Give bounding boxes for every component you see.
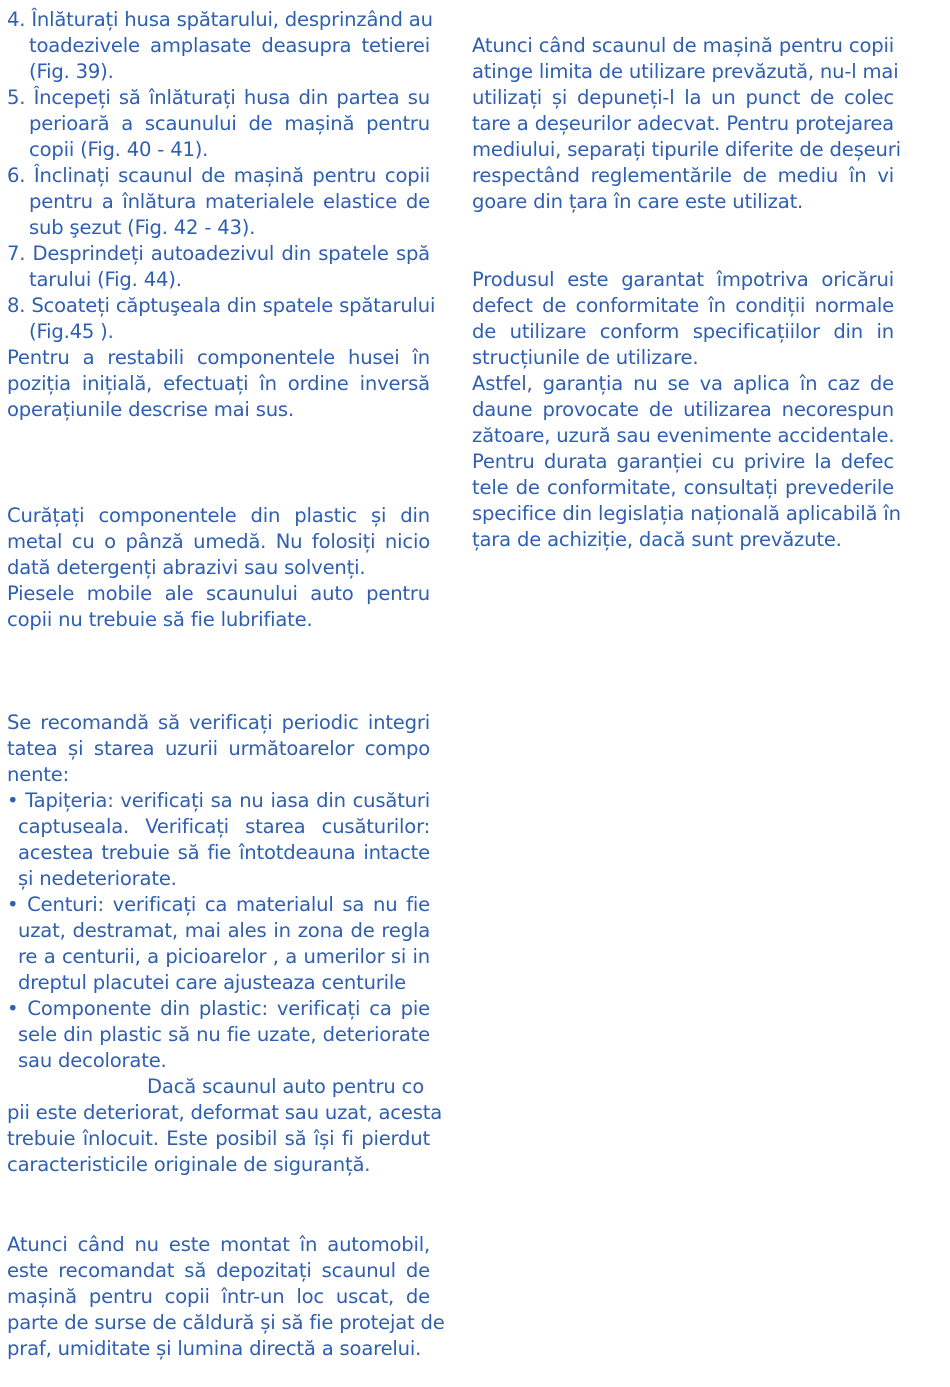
- warranty-paragraph: [472, 267, 901, 553]
- cleaning-line-1: Curățați componentele din plastic și din: [7, 504, 430, 527]
- restore-line-2: poziția inițială, efectuați în ordine inversă: [7, 372, 430, 395]
- bullet-marker: •: [7, 893, 19, 916]
- bullet-plastic-line-1: • Componente din plastic: verificați ca pie: [7, 997, 431, 1020]
- warranty-line-2: defect de conformitate în condiții normale: [472, 294, 894, 317]
- bullet-belts-line-1: • Centuri: verificați ca materialul sa nu fie: [7, 893, 430, 916]
- storage-line-3: mașină pentru copii într-un loc uscat, de: [7, 1285, 430, 1308]
- bullet-plastic-line-2: sele din plastic să nu fie uzate, deteriorate: [18, 1023, 430, 1046]
- step-5-line-2: perioară a scaunului de mașină pentru: [29, 112, 430, 135]
- step-6-line-2: pentru a înlătura materialele elastice de: [29, 190, 430, 213]
- bullet-belts-line-4: dreptul placutei care ajusteaza centurile: [18, 971, 406, 994]
- warranty-line-7: zătoare, uzură sau evenimente accidentale.: [472, 424, 895, 447]
- bullet-plastic-line-3: sau decolorate.: [18, 1049, 167, 1072]
- step-8-line-2: (Fig.45 ).: [29, 320, 114, 343]
- steps-list: [7, 7, 436, 423]
- step-4-line-2: toadezivele amplasate deasupra tetierei: [29, 34, 430, 57]
- bullet-upholstery-line-1: • Tapițeria: verificați sa nu iasa din cusături: [7, 789, 430, 812]
- check-intro-line-3: nente:: [7, 763, 70, 786]
- restore-line-3: operațiunile descrise mai sus.: [7, 398, 294, 421]
- disposal-paragraph: [472, 33, 901, 215]
- damaged-line-1: Dacă scaunul auto pentru co: [147, 1075, 424, 1098]
- bullet-upholstery-line-4: și nedeteriorate.: [18, 867, 177, 890]
- step-4-line-1: 4. Înlăturați husa spătarului, desprinzând au: [7, 8, 433, 31]
- cleaning-line-4: Piesele mobile ale scaunului auto pentru: [7, 582, 430, 605]
- storage-line-1: Atunci când nu este montat în automobil,: [7, 1233, 430, 1256]
- cleaning-line-2: metal cu o pânză umedă. Nu folosiți nicio: [7, 530, 430, 553]
- bullet-belts-line-3: re a centurii, a picioarelor , a umerilor si in: [18, 945, 430, 968]
- bullet-marker: •: [7, 997, 19, 1020]
- storage-line-2: este recomandat să depozitați scaunul de: [7, 1259, 430, 1282]
- check-intro-line-1: Se recomandă să verificați periodic integri: [7, 711, 430, 734]
- storage-line-4: parte de surse de căldură și să fie protejat de: [7, 1311, 445, 1334]
- step-6-line-3: sub şezut (Fig. 42 - 43).: [29, 216, 256, 239]
- disposal-line-1: Atunci când scaunul de mașină pentru copii: [472, 34, 894, 57]
- disposal-line-6: respectând reglementările de mediu în vi: [472, 164, 894, 187]
- bullet-belts-line-2: uzat, destramat, mai ales in zona de regla: [18, 919, 430, 942]
- step-8-line-1: 8. Scoateți căptuşeala din spatele spătarului: [7, 294, 436, 317]
- disposal-line-7: goare din țara în care este utilizat.: [472, 190, 804, 213]
- damaged-line-2: pii este deteriorat, deformat sau uzat, acesta: [7, 1101, 443, 1124]
- warranty-line-10: specifice din legislația națională aplicabilă în: [472, 502, 901, 525]
- bullet-marker: •: [7, 789, 19, 812]
- warranty-line-3: de utilizare conform specificațiilor din in: [472, 320, 894, 343]
- cleaning-line-5: copii nu trebuie să fie lubrifiate.: [7, 608, 313, 631]
- bullet-upholstery-line-2: captuseala. Verificați starea cusăturilor:: [18, 815, 430, 838]
- step-7-line-2: tarului (Fig. 44).: [29, 268, 182, 291]
- cleaning-paragraph: [7, 503, 430, 633]
- warranty-line-1: Produsul este garantat împotriva oricărui: [472, 268, 894, 291]
- warranty-line-8: Pentru durata garanției cu privire la defec: [472, 450, 894, 473]
- storage-line-5: praf, umiditate și lumina directă a soarelui.: [7, 1337, 422, 1360]
- check-intro-line-2: tatea și starea uzurii următoarelor compo: [7, 737, 430, 760]
- step-6-line-1: 6. Înclinați scaunul de mașină pentru copii: [7, 164, 430, 187]
- warranty-line-11: țara de achiziție, dacă sunt prevăzute.: [472, 528, 842, 551]
- warranty-line-9: tele de conformitate, consultați prevederile: [472, 476, 894, 499]
- damaged-line-3: trebuie înlocuit. Este posibil să își fi pierdut: [7, 1127, 430, 1150]
- warranty-line-4: strucțiunile de utilizare.: [472, 346, 699, 369]
- step-5-line-3: copii (Fig. 40 - 41).: [29, 138, 209, 161]
- step-7-line-1: 7. Desprindeți autoadezivul din spatele spă: [7, 242, 430, 265]
- damaged-line-4: caracteristicile originale de siguranță.: [7, 1153, 371, 1176]
- restore-line-1: Pentru a restabili componentele husei în: [7, 346, 430, 369]
- bullet-upholstery-line-3: acestea trebuie să fie întotdeauna intacte: [18, 841, 430, 864]
- disposal-line-4: tare a deșeurilor adecvat. Pentru protejarea: [472, 112, 894, 135]
- warranty-line-5: Astfel, garanția nu se va aplica în caz de: [472, 372, 894, 395]
- warranty-line-6: daune provocate de utilizarea necorespun: [472, 398, 894, 421]
- maintenance-check-section: [7, 710, 443, 1178]
- storage-paragraph: [7, 1232, 445, 1362]
- cleaning-line-3: dată detergenți abrazivi sau solvenți.: [7, 556, 366, 579]
- disposal-line-3: utilizați și depuneți-l la un punct de colec: [472, 86, 894, 109]
- disposal-line-5: mediului, separați tipurile diferite de deșeuri: [472, 138, 901, 161]
- step-5-line-1: 5. Începeți să înlăturați husa din partea su: [7, 86, 430, 109]
- step-4-line-3: (Fig. 39).: [29, 60, 114, 83]
- disposal-line-2: atinge limita de utilizare prevăzută, nu-l mai: [472, 60, 899, 83]
